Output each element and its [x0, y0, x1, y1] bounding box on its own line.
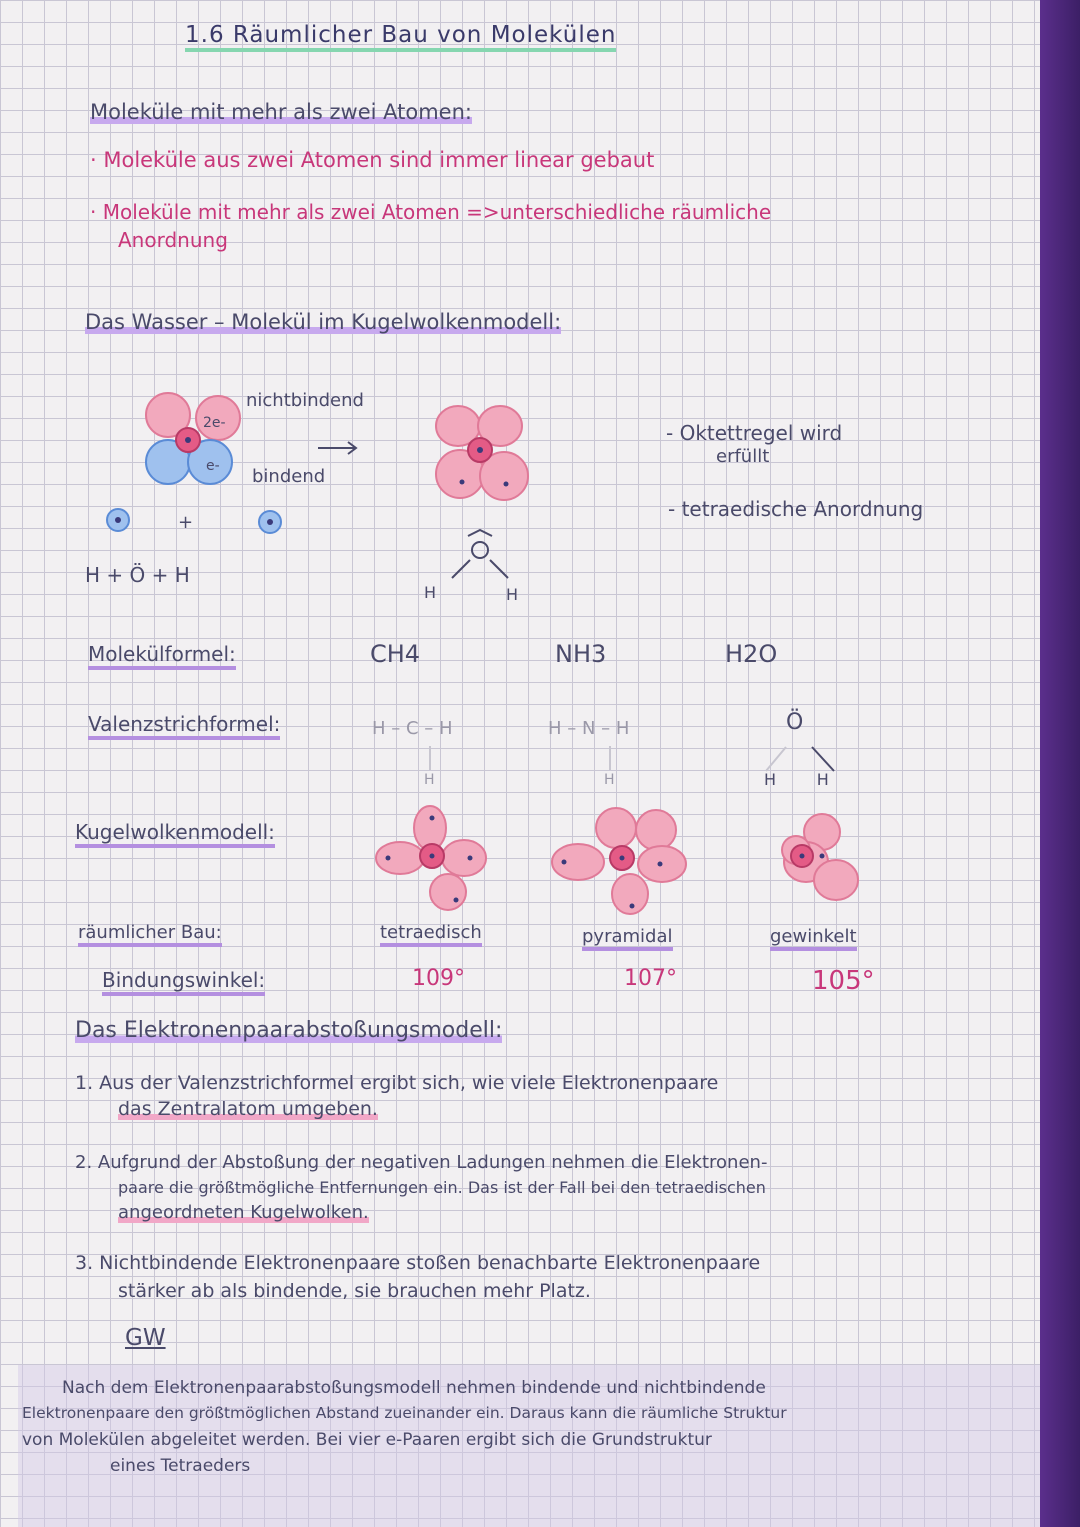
valence-ch4: H – C – H: [372, 718, 453, 739]
vsepr-item-1: 1. Aus der Valenzstrichformel ergibt sich, wie viele Elektronenpaare: [75, 1072, 719, 1094]
section-heading-vsepr: Das Elektronenpaarabstoßungsmodell:: [75, 1018, 503, 1043]
valence-ch4-below: H: [424, 772, 435, 788]
valence-nh3-below: H: [604, 772, 615, 788]
shape-h2o: gewinkelt: [770, 926, 857, 951]
bullet-more-atoms: · Moleküle mit mehr als zwei Atomen =>unterschiedliche räumliche: [90, 200, 772, 224]
svg-text:+: +: [178, 512, 194, 533]
nh3-cloud-model: [552, 808, 686, 914]
h2o-cloud-model: [782, 814, 858, 900]
oxygen-orbitals: [146, 393, 240, 484]
vsepr-item-2-cont: paare die größtmögliche Entfernungen ein. Das ist der Fall bei den tetraedischen: [118, 1178, 766, 1197]
valence-nh3: H – N – H: [548, 718, 630, 739]
angle-h2o: 105°: [812, 966, 875, 996]
summary-line-1: Nach dem Elektronenpaarabstoßungsmodell nehmen bindende und nichtbindende: [62, 1378, 766, 1398]
bullet-two-atoms: · Moleküle aus zwei Atomen sind immer linear gebaut: [90, 148, 655, 172]
arrow-icon: [318, 442, 356, 454]
water-h-left: H: [424, 583, 437, 602]
summary-line-3: von Molekülen abgeleitet werden. Bei vier e-Paaren ergibt sich die Grundstruktur: [22, 1430, 712, 1450]
vsepr-item-2-end: angeordneten Kugelwolken.: [118, 1202, 369, 1223]
section-heading-molecules: Moleküle mit mehr als zwei Atomen:: [90, 100, 472, 124]
formula-ch4: CH4: [370, 640, 421, 668]
shape-ch4: tetraedisch: [380, 922, 482, 947]
water-molecule-diagram: [0, 370, 1040, 620]
row-label-cloud: Kugelwolkenmodell:: [75, 820, 275, 848]
row-label-angle: Bindungswinkel:: [102, 968, 265, 996]
vsepr-item-3-cont: stärker ab als bindende, sie brauchen mehr Platz.: [118, 1280, 591, 1302]
summary-label: GW: [125, 1325, 166, 1351]
note-octet: - Oktettregel wird: [666, 421, 843, 445]
angle-nh3: 107°: [624, 966, 677, 991]
valence-vertical-bonds: [420, 740, 640, 775]
vsepr-item-2: 2. Aufgrund der Abstoßung der negativen Ladungen nehmen die Elektronen-: [75, 1152, 768, 1173]
water-h-right: H: [506, 585, 519, 604]
ch4-cloud-model: [376, 806, 486, 910]
h2o-bonds: [700, 735, 900, 780]
valence-h2o-below: H H: [764, 770, 829, 789]
valence-h2o: Ö: [786, 710, 804, 735]
label-binding: bindend: [252, 466, 326, 487]
shape-nh3: pyramidal: [582, 926, 673, 951]
binder-edge: [1040, 0, 1080, 1527]
bullet-more-atoms-cont: Anordnung: [118, 228, 228, 252]
note-tetrahedral: - tetraedische Anordnung: [668, 497, 924, 521]
summary-line-4: eines Tetraeders: [110, 1456, 251, 1476]
cloud-models: [360, 800, 880, 920]
label-2e: 2e-: [203, 415, 226, 431]
page-title: 1.6 Räumlicher Bau von Molekülen: [185, 22, 616, 52]
row-label-valence: Valenzstrichformel:: [88, 712, 280, 740]
row-label-formula: Molekülformel:: [88, 642, 236, 670]
water-valence-formula: [452, 530, 508, 578]
section-heading-water: Das Wasser – Molekül im Kugelwolkenmodell:: [85, 310, 562, 334]
formula-h2o: H2O: [725, 640, 778, 668]
label-e: e-: [206, 458, 220, 474]
label-nonbinding: nichtbindend: [246, 390, 364, 411]
vsepr-item-1-cont: das Zentralatom umgeben.: [118, 1098, 378, 1120]
angle-ch4: 109°: [412, 966, 465, 991]
formula-nh3: NH3: [555, 640, 607, 668]
reaction-equation: H + Ö + H: [85, 563, 190, 587]
vsepr-item-3: 3. Nichtbindende Elektronenpaare stoßen benachbarte Elektronenpaare: [75, 1252, 761, 1274]
note-octet-cont: erfüllt: [716, 446, 770, 467]
row-label-shape: räumlicher Bau:: [78, 922, 222, 947]
water-cloud-model: [436, 406, 528, 500]
summary-line-2: Elektronenpaare den größtmöglichen Abstand zueinander ein. Daraus kann die räumliche Struktur: [22, 1404, 787, 1422]
